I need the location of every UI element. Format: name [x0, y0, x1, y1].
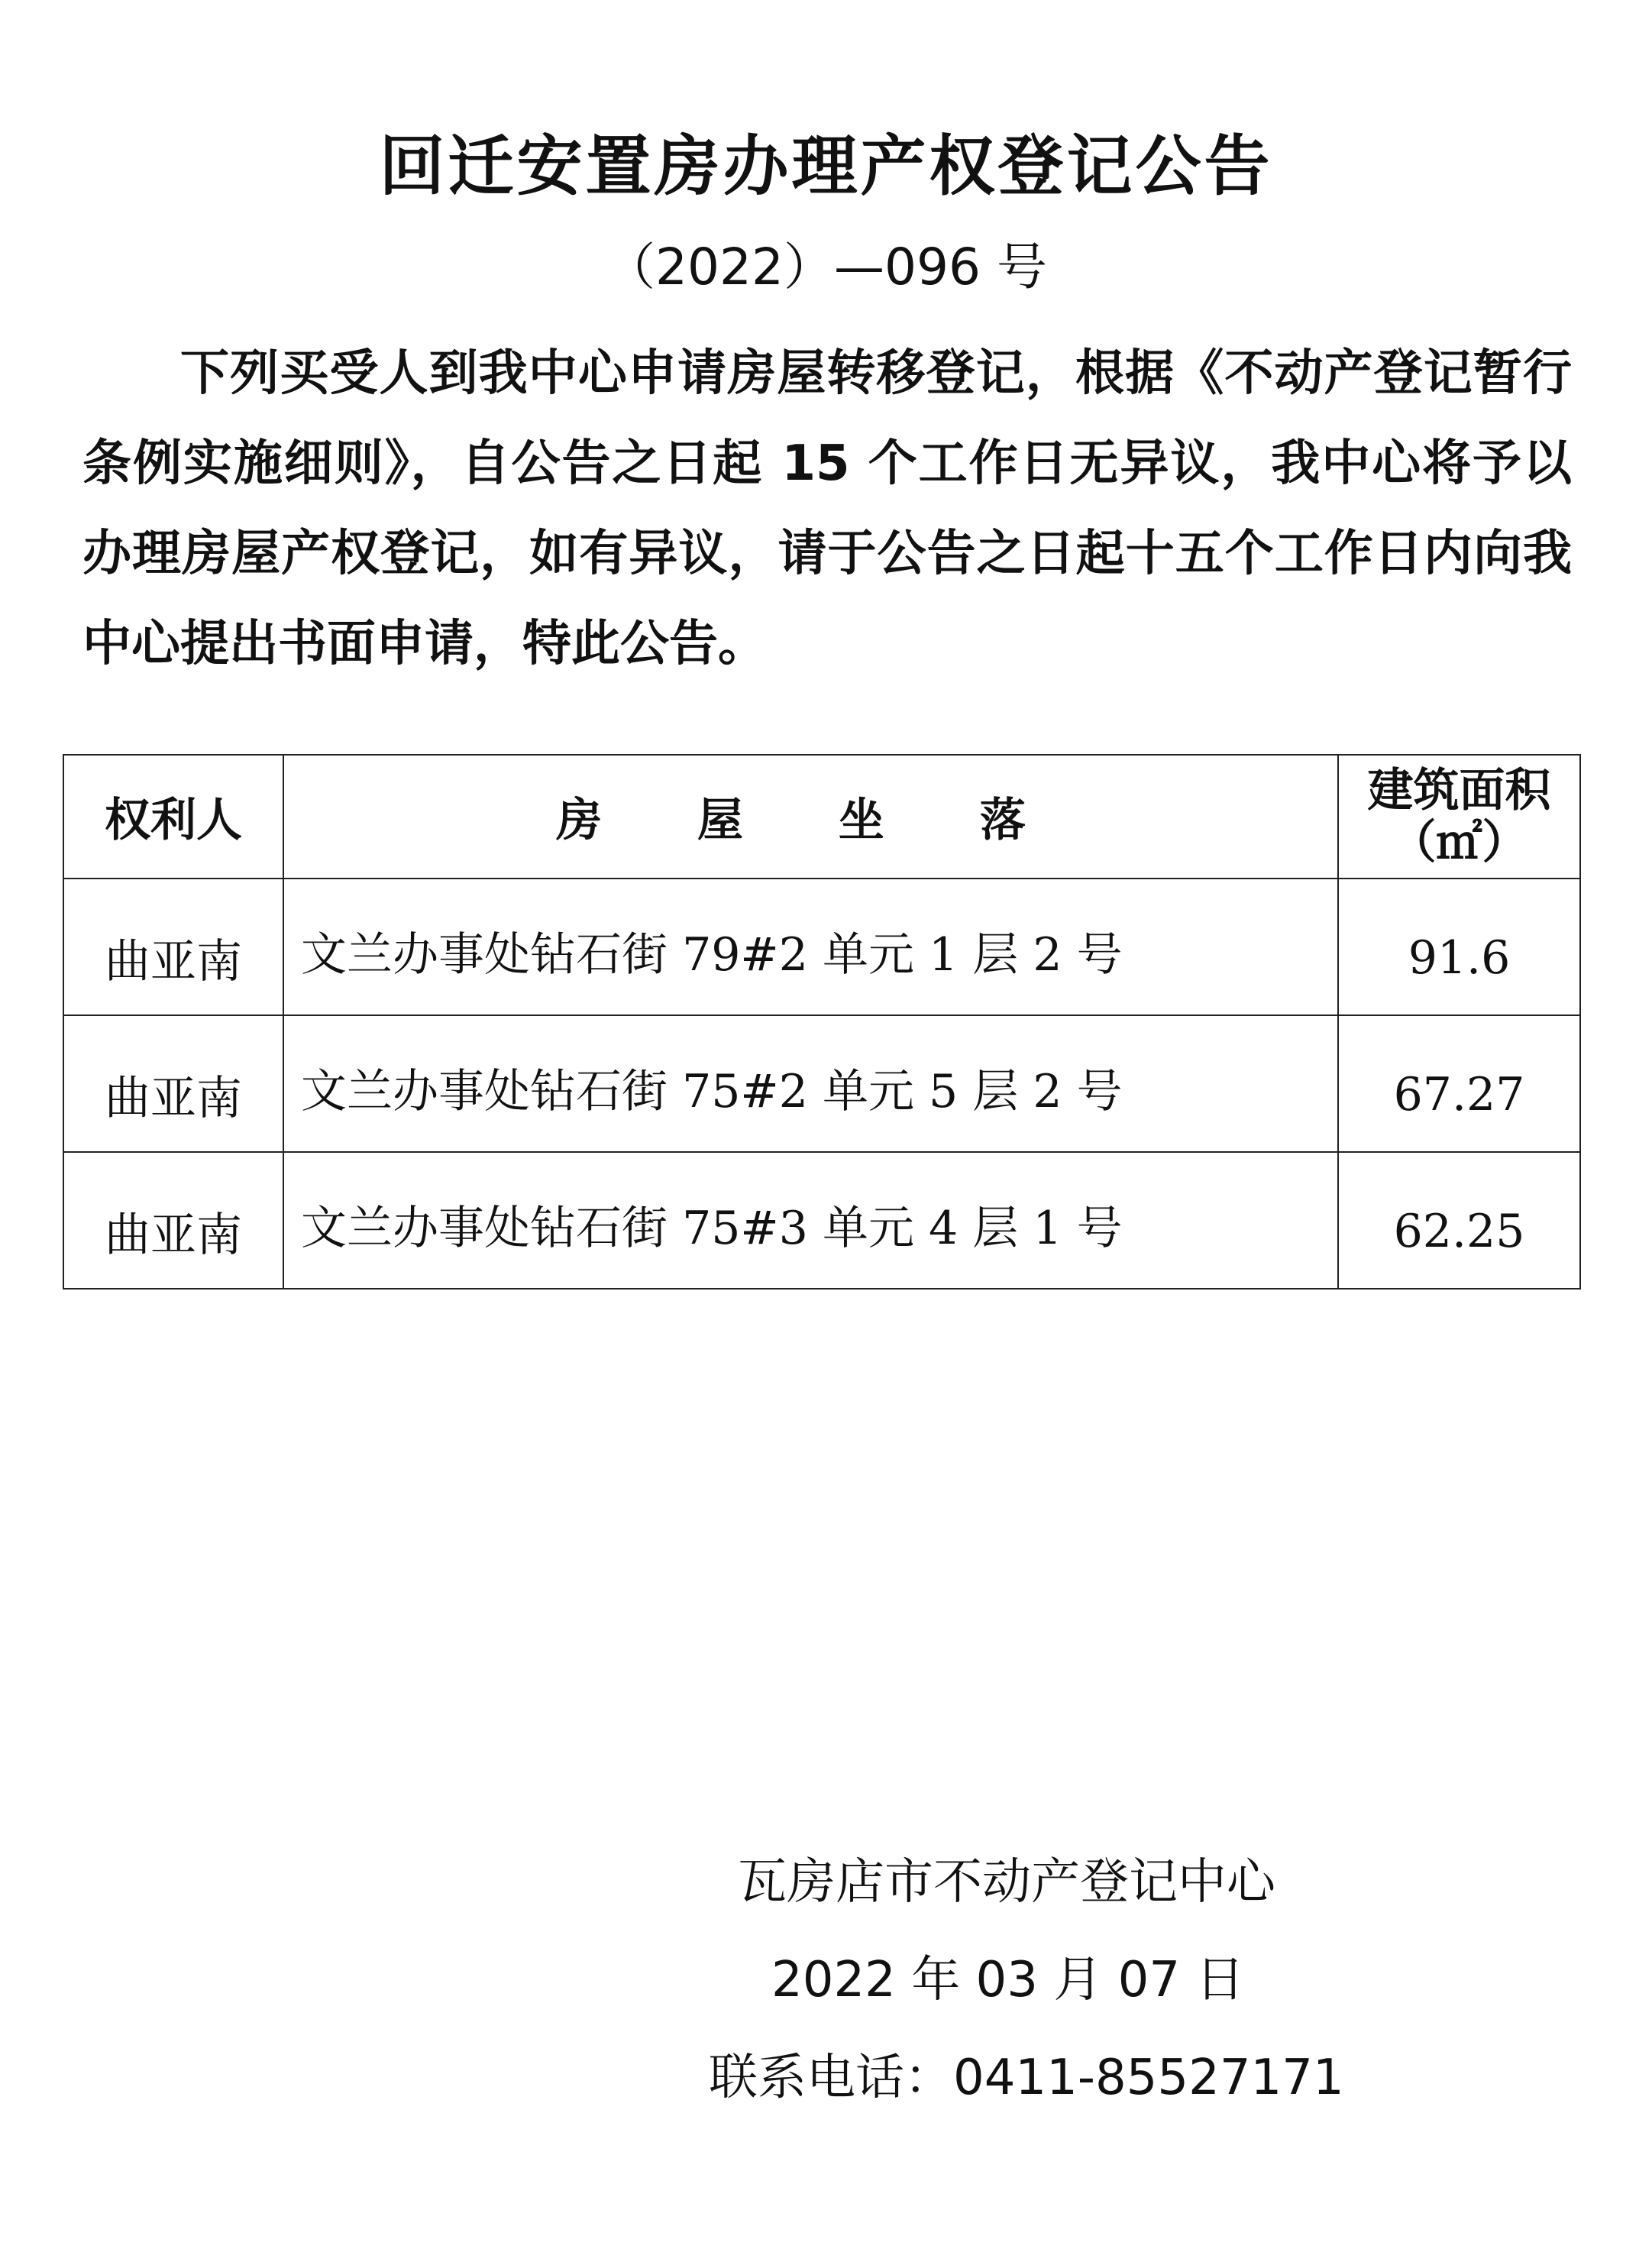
- issue-date: 2022 年 03 月 07 日: [771, 1952, 1245, 2008]
- area-cell: 62.25: [1338, 1152, 1580, 1289]
- owner-cell: 曲亚南: [63, 1015, 283, 1152]
- header-area-label: 建筑面积: [1367, 764, 1551, 817]
- property-table: [63, 754, 1581, 1290]
- header-area: [1338, 755, 1580, 879]
- contact-phone: 联系电话：0411-85527171: [709, 2050, 1344, 2106]
- header-owner: 权利人: [63, 755, 283, 879]
- table-row: [63, 879, 1580, 1015]
- location-cell: 文兰办事处钻石街 79#2 单元 1 层 2 号: [283, 879, 1338, 1015]
- location-cell: 文兰办事处钻石街 75#2 单元 5 层 2 号: [283, 1015, 1338, 1152]
- area-cell: 91.6: [1338, 879, 1580, 1015]
- notice-body: 下列买受人到我中心申请房屋转移登记，根据《不动产登记暂行条例实施细则》，自公告之日起 15 个工作日无异议，我中心将予以办理房屋产权登记，如有异议，请于公告之日起十五个工作日内向我中心提出书面申请，特此公告。: [82, 345, 1572, 672]
- header-location-label: 房 屋 坐 落: [556, 794, 1065, 847]
- table-header-row: [63, 755, 1580, 879]
- issuing-organization: 瓦房店市不动产登记中心: [738, 1854, 1275, 1911]
- owner-cell: 曲亚南: [63, 1152, 283, 1289]
- notice-title: 回迁安置房办理产权登记公告: [379, 128, 1273, 205]
- table-row: [63, 1015, 1580, 1152]
- header-location: [283, 755, 1338, 879]
- location-cell: 文兰办事处钻石街 75#3 单元 4 层 1 号: [283, 1152, 1338, 1289]
- document-number: （2022）—096 号: [605, 238, 1047, 296]
- area-cell: 67.27: [1338, 1015, 1580, 1152]
- owner-cell: 曲亚南: [63, 879, 283, 1015]
- header-area-unit: （㎡）: [1390, 816, 1528, 869]
- table-row: [63, 1152, 1580, 1289]
